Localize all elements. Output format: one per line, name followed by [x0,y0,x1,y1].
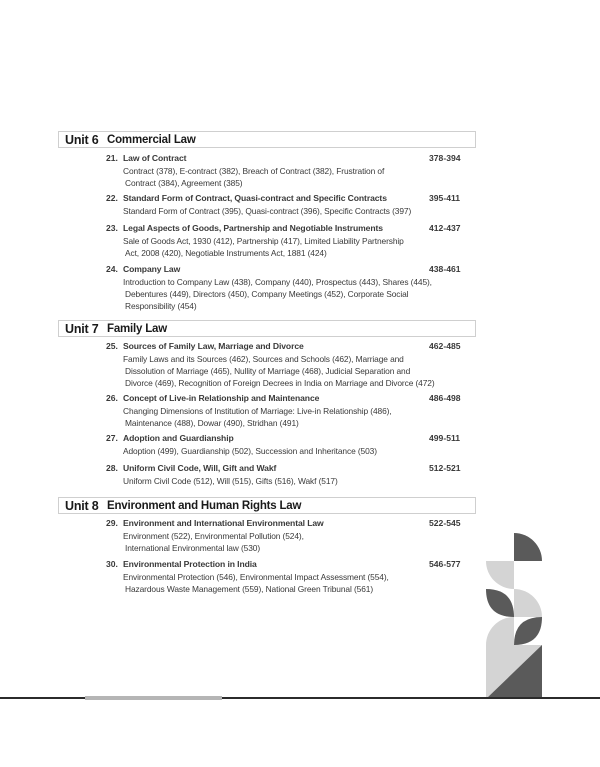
unit-label: Unit 8 [65,499,99,513]
item-pages: 499-511 [429,433,461,443]
item-subtopics: Environment (522), Environmental Pollution (524), [123,531,304,541]
item-subtopics: Sale of Goods Act, 1930 (412), Partnership (417), Limited Liability Partnership [123,236,404,246]
decorative-leaf-graphic-icon [486,533,542,699]
item-number: 22. [106,193,118,203]
item-number: 27. [106,433,118,443]
item-subtopics: Environmental Protection (546), Environmental Impact Assessment (554), [123,572,389,582]
item-subtopics: Standard Form of Contract (395), Quasi-contract (396), Specific Contracts (397) [123,206,412,216]
toc-item-27[interactable] [106,432,466,457]
unit-title: Commercial Law [107,134,196,146]
item-pages: 438-461 [429,264,461,274]
item-pages: 462-485 [429,341,461,351]
item-title[interactable]: Company Law [123,264,181,274]
item-title[interactable]: Legal Aspects of Goods, Partnership and Negotiable Instruments [123,223,383,233]
item-pages: 546-577 [429,559,461,569]
item-subtopics: Maintenance (488), Dowar (490), Stridhan (491) [125,418,299,428]
unit-title: Environment and Human Rights Law [107,500,302,512]
item-number: 29. [106,518,118,528]
item-number: 21. [106,153,118,163]
item-pages: 395-411 [429,193,461,203]
item-title[interactable]: Standard Form of Contract, Quasi-contract and Specific Contracts [123,193,387,203]
unit-header-8 [58,497,476,514]
item-pages: 512-521 [429,463,461,473]
item-subtopics: Responsibility (454) [125,301,197,311]
item-number: 28. [106,463,118,473]
item-subtopics: Contract (384), Agreement (385) [125,178,243,188]
toc-item-24[interactable] [106,263,466,312]
unit-label: Unit 6 [65,133,99,147]
unit-label: Unit 7 [65,322,99,336]
item-subtopics: Uniform Civil Code (512), Will (515), Gifts (516), Wakf (517) [123,476,338,486]
toc-item-22[interactable] [106,192,466,217]
toc-item-28[interactable] [106,462,466,487]
item-title[interactable]: Uniform Civil Code, Will, Gift and Wakf [123,463,277,473]
item-subtopics: Act, 2008 (420), Negotiable Instruments Act, 1881 (424) [125,248,327,258]
toc-item-21[interactable] [106,152,466,189]
item-title[interactable]: Law of Contract [123,153,187,163]
item-title[interactable]: Concept of Live-in Relationship and Maintenance [123,393,320,403]
item-number: 25. [106,341,118,351]
item-subtopics: Divorce (469), Recognition of Foreign Decrees in India on Marriage and Divorce (472) [125,378,435,388]
item-subtopics: Dissolution of Marriage (465), Nullity of Marriage (468), Judicial Separation and [125,366,411,376]
item-subtopics: Adoption (499), Guardianship (502), Succession and Inheritance (503) [123,446,377,456]
item-subtopics: Family Laws and its Sources (462), Sources and Schools (462), Marriage and [123,354,404,364]
item-subtopics: Introduction to Company Law (438), Company (440), Prospectus (443), Shares (445), [123,277,432,287]
item-subtopics: International Environmental law (530) [125,543,261,553]
item-number: 24. [106,264,118,274]
item-title[interactable]: Adoption and Guardianship [123,433,234,443]
item-subtopics: Debentures (449), Directors (450), Company Meetings (452), Corporate Social [125,289,409,299]
toc-item-23[interactable] [106,222,466,259]
item-title[interactable]: Sources of Family Law, Marriage and Divorce [123,341,304,351]
toc-item-30[interactable] [106,558,466,595]
item-subtopics: Contract (378), E-contract (382), Breach of Contract (382), Frustration of [123,166,385,176]
item-subtopics: Hazardous Waste Management (559), National Green Tribunal (561) [125,584,374,594]
unit-header-6 [58,131,476,148]
unit-title: Family Law [107,323,167,335]
unit-header-7 [58,320,476,337]
item-title[interactable]: Environmental Protection in India [123,559,257,569]
toc-item-25[interactable] [106,340,466,389]
toc-item-29[interactable] [106,517,466,554]
item-pages: 522-545 [429,518,461,528]
item-pages: 412-437 [429,223,461,233]
item-pages: 486-498 [429,393,461,403]
item-pages: 378-394 [429,153,461,163]
item-subtopics: Changing Dimensions of Institution of Marriage: Live-in Relationship (486), [123,406,392,416]
toc-item-26[interactable] [106,392,466,429]
item-number: 30. [106,559,118,569]
item-number: 26. [106,393,118,403]
item-number: 23. [106,223,118,233]
footer-accent-bar [85,696,222,700]
item-title[interactable]: Environment and International Environmental Law [123,518,324,528]
